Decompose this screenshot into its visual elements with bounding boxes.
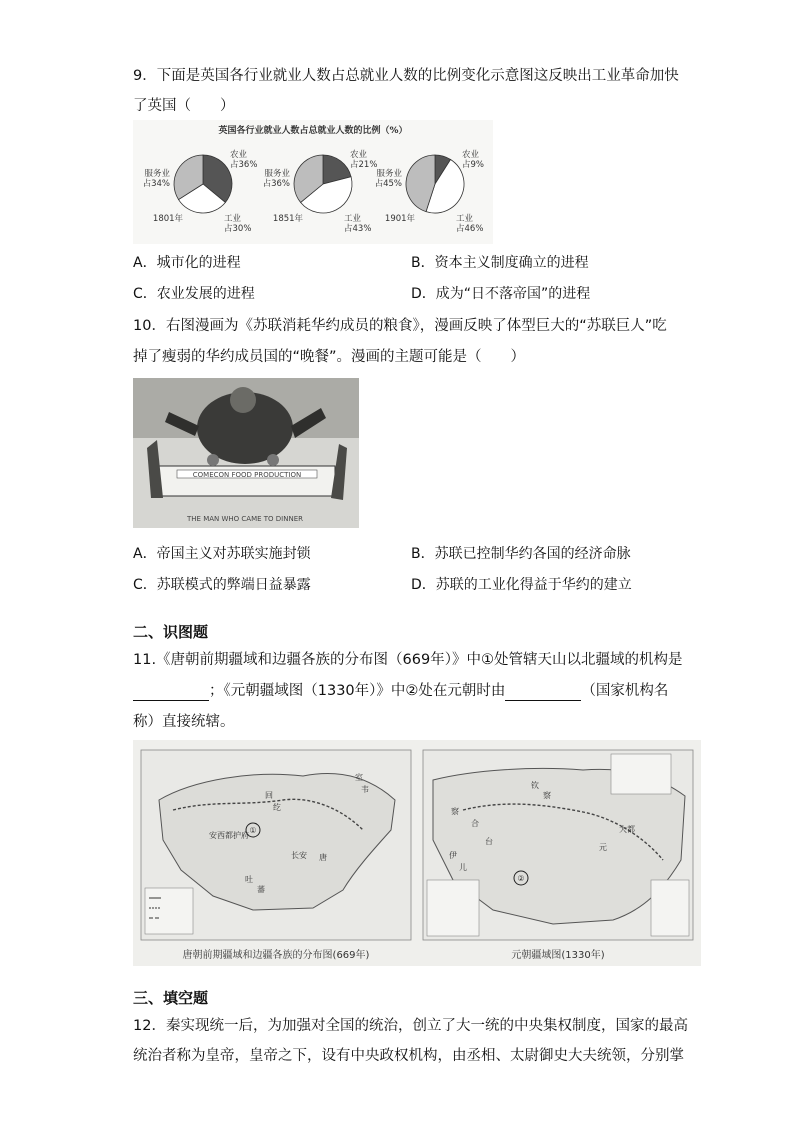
plate-2 (267, 454, 279, 466)
yuan-map-label-8: 元 (599, 843, 607, 852)
yuan-map-label-0: 察 (451, 807, 459, 816)
chart-title: 英国各行业就业人数占总就业人数的比例（%） (218, 126, 408, 136)
tang-map-label-4: 长安 (291, 851, 307, 860)
q11-maps-figure (133, 740, 701, 966)
yuan-inset-map (427, 880, 479, 936)
giant-head (230, 387, 256, 413)
pie-1-label-2-name: 服务业 (264, 169, 290, 179)
q11-stem-line2-end: （国家机构名 (581, 683, 669, 699)
pie-2-label-0-name: 农业 (462, 150, 480, 160)
yuan-legend (611, 754, 671, 794)
pie-0-label-2-name: 服务业 (144, 169, 170, 179)
yuan-map (423, 750, 693, 940)
q9-stem-line1: 9．下面是英国各行业就业人数占总就业人数的比例变化示意图这反映出工业革命加快 (133, 68, 679, 84)
q11-stem-line2 (133, 681, 668, 701)
q11-answer-blank-1[interactable] (133, 684, 209, 701)
pie-2-label-1-name: 工业 (456, 214, 474, 224)
pie-2-year: 1901年 (384, 214, 416, 224)
yuan-inset-islands (651, 880, 689, 936)
tang-map-caption: 唐朝前期疆域和边疆各族的分布图(669年) (182, 950, 370, 961)
q12-stem-line1: 12．秦实现统一后，为加强对全国的统治，创立了大一统的中央集权制度，国家的最高 (133, 1018, 688, 1034)
pie-2-label-0-value: 占9% (462, 160, 484, 170)
q11-stem-line1: 11.《唐朝前期疆域和边疆各族的分布图（669年）》中①处管辖天山以北疆域的机构是 (133, 652, 683, 668)
pie-0-label-0-value: 占36% (230, 160, 258, 170)
tang-map-label-2: 安西都护府 (209, 831, 249, 840)
q10-stem-line2: 掉了瘦弱的华约成员国的“晚餐”。漫画的主题可能是（ ） (133, 349, 526, 365)
plate-1 (207, 454, 219, 466)
pie-1-label-0-value: 占21% (350, 160, 378, 170)
tang-map-label-5: 吐 (245, 875, 253, 884)
q9-pie-chart-figure (133, 120, 493, 244)
q9-option-c[interactable]: C．农业发展的进程 (133, 286, 255, 302)
yuan-map-label-3: 钦 (531, 781, 539, 790)
pie-0-year: 1801年 (152, 214, 184, 224)
q9-option-d[interactable]: D．成为“日不落帝国”的进程 (411, 286, 591, 302)
section-2-title: 二、识图题 (133, 623, 209, 641)
q10-option-c[interactable]: C．苏联模式的弊端日益暴露 (133, 577, 311, 593)
tang-map-label-8: 韦 (361, 785, 369, 794)
pie-0-label-0-name: 农业 (230, 150, 248, 160)
pie-0-label-1-name: 工业 (224, 214, 242, 224)
pie-2-label-2-value: 占45% (374, 179, 402, 189)
pie-1-label-0-name: 农业 (350, 150, 368, 160)
tang-map-label-7: 室 (355, 773, 363, 782)
yuan-map-label-6: 儿 (459, 863, 467, 872)
cartoon-caption: THE MAN WHO CAME TO DINNER (187, 515, 303, 523)
section-3-title: 三、填空题 (133, 989, 209, 1007)
q11-answer-blank-2[interactable] (505, 684, 581, 701)
pie-2-label-1-value: 占46% (456, 224, 484, 234)
q11-stem-line3: 称）直接统辖。 (133, 714, 235, 730)
yuan-map-label-4: 察 (543, 791, 551, 800)
tang-map-label-6: 蕃 (257, 885, 265, 894)
q10-option-a[interactable]: A．帝国主义对苏联实施封锁 (133, 546, 311, 562)
marker-2: ② (517, 874, 525, 883)
q10-option-d[interactable]: D．苏联的工业化得益于华约的建立 (411, 577, 632, 593)
q9-option-a[interactable]: A．城市化的进程 (133, 255, 241, 271)
q11-stem-line2-mid: ；《元朝疆域图（1330年）》中②处在元朝时由 (209, 683, 506, 699)
yuan-map-label-1: 合 (471, 819, 479, 828)
yuan-map-label-7: 大都 (619, 825, 635, 834)
tang-map-label-1: 纥 (273, 803, 281, 812)
pie-1-label-1-name: 工业 (344, 214, 362, 224)
marker-1: ① (249, 826, 257, 835)
q9-option-b[interactable]: B．资本主义制度确立的进程 (411, 255, 589, 271)
pie-2-label-2-name: 服务业 (376, 169, 402, 179)
table-banner-text: COMECON FOOD PRODUCTION (192, 471, 302, 479)
yuan-map-caption: 元朝疆域图(1330年) (511, 950, 605, 961)
pie-0-label-2-value: 占34% (142, 179, 170, 189)
tang-map-label-3: 唐 (319, 853, 327, 862)
tang-legend (145, 888, 193, 934)
pie-1-year: 1851年 (272, 214, 304, 224)
yuan-map-label-2: 台 (485, 837, 493, 846)
q10-stem-line1: 10．右图漫画为《苏联消耗华约成员的粮食》，漫画反映了体型巨大的“苏联巨人”吃 (133, 318, 667, 334)
yuan-map-label-5: 伊 (449, 851, 457, 860)
q10-option-b[interactable]: B．苏联已控制华约各国的经济命脉 (411, 546, 631, 562)
pie-0-label-1-value: 占30% (224, 224, 252, 234)
pie-1-label-2-value: 占36% (262, 179, 290, 189)
q12-stem-line2: 统治者称为皇帝，皇帝之下，设有中央政权机构，由丞相、太尉御史大夫统领，分别掌 (133, 1048, 684, 1064)
tang-map (141, 750, 411, 940)
pie-1-label-1-value: 占43% (344, 224, 372, 234)
q10-cartoon-image (133, 378, 359, 528)
tang-map-label-0: 回 (265, 791, 273, 800)
q9-stem-line2: 了英国（ ） (133, 98, 235, 114)
